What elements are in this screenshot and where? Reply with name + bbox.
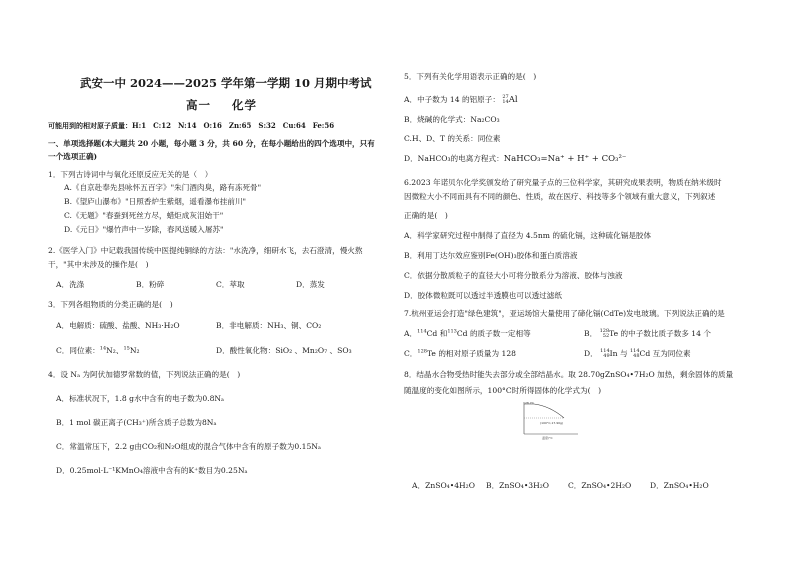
q5-option-b: B．烧碱的化学式：Na₂CO₃: [404, 115, 500, 124]
q2-option-b: B．粉碎: [136, 280, 165, 289]
q8-stem-line2: 随温度的变化如图所示，100°C时所得固体的化学式为( ): [404, 386, 602, 395]
q3-option-d: D．酸性氧化物：SiO₂ 、Mn₂O₇ 、SO₃: [216, 346, 352, 355]
q6-stem-line1: 6.2023 年诺贝尔化学奖颁发给了研究量子点的三位科学家，其研究成果表明，物质在纳米级时: [404, 178, 722, 187]
subject-label: 化学: [232, 98, 257, 112]
q5-option-c: C.H、D、T 的关系：同位素: [404, 134, 501, 143]
q5-stem: 5．下列有关化学用语表示正确的是( ): [404, 72, 537, 81]
q3-stem: 3．下列各组物质的分类正确的是( ): [48, 300, 173, 309]
q6-option-d: D．胶体微粒既可以透过半透膜也可以透过滤纸: [404, 291, 562, 300]
q1-option-a: A.《自京赴奉先县咏怀五百字》"朱门酒肉臭，路有冻死骨": [64, 183, 262, 192]
q8-option-b: B．ZnSO₄•3H₂O: [486, 481, 550, 490]
q8-stem-line1: 8．结晶水合物受热时能失去部分或全部结晶水。取 28.70gZnSO₄•7H₂O 加热，剩余固体的质量: [404, 370, 734, 379]
q7-option-c: C．$^{128}$Te 的相对原子质量为 128: [404, 348, 516, 358]
q6-stem-line2: 因微粒大小不同而具有不同的颜色、性质，故在医疗、科技等多个领域有重大意义，下列叙述: [404, 192, 716, 201]
q4-option-d: D．0.25mol·L⁻¹KMnO₄溶液中含有的K⁺数目为0.25Nₐ: [56, 466, 248, 475]
graph-curve: [524, 404, 564, 418]
q7-option-b: B． 128 52 Te 的中子数比质子数多 14 个: [584, 328, 711, 339]
graph-point-label: (100°C,17.90g): [540, 421, 564, 425]
q2-stem-line1: 2.《医学入门》中记载我国传统中医提纯铜绿的方法："水洗净，细研水飞，去石澄清，慢火熬: [48, 246, 363, 255]
q7-option-a: A．$^{114}$Cd 和$^{113}$Cd 的质子数一定相等: [404, 328, 531, 338]
q1-option-d: D.《元日》"爆竹声中一岁除，春风送暖入屠苏": [64, 225, 224, 234]
q4-option-c: C．常温常压下，2.2 g由CO₂和N₂O组成的混合气体中含有的原子数为0.15Nₐ: [56, 442, 321, 451]
graph-x-label: 温度/°C: [542, 436, 553, 440]
graph-y-top-label: 28.70: [525, 401, 534, 405]
q5-option-a: A．中子数为 14 的铝原子： 27 14 Al: [404, 94, 518, 105]
q4-stem: 4．设 Nₐ 为阿伏加德罗常数的值，下列说法正确的是( ): [48, 370, 241, 379]
q2-option-c: C．萃取: [216, 280, 245, 289]
q3-option-c: C．同位素：$^{14}$N₂、$^{15}$N₂: [56, 345, 140, 355]
q6-option-c: C．依据分散质粒子的直径大小可将分散系分为溶液、胶体与浊液: [404, 271, 623, 280]
grade-label: 高一: [186, 98, 211, 112]
exam-title: 武安一中 2024——2025 学年第一学期 10 月期中考试: [80, 76, 372, 90]
q1-stem: 1．下列古诗词中与氧化还原反应无关的是（ ）: [48, 170, 213, 179]
q1-option-c: C.《无题》"春蚕到死丝方尽，蜡炬成灰泪始干": [64, 211, 224, 220]
q4-option-b: B．1 mol 碳正离子(CH₃⁺)所含质子总数为8Nₐ: [56, 418, 217, 427]
q6-stem-line3: 正确的是( ): [404, 211, 448, 220]
q2-option-a: A．洗涤: [56, 280, 85, 289]
mass-temperature-graph: [520, 400, 580, 440]
q2-stem-line2: 干，"其中未涉及的操作是( ): [48, 260, 149, 269]
q3-option-a: A．电解质：硫酸、盐酸、NH₃·H₂O: [56, 321, 180, 330]
q1-option-b: B.《望庐山瀑布》"日照香炉生紫烟，遥看瀑布挂前川": [64, 197, 247, 206]
section-heading-line2: 一个选项正确): [48, 152, 98, 161]
q5-option-d: D．NaHCO₃的电离方程式：NaHCO₃=Na⁺ + H⁺ + CO₃²⁻: [404, 154, 627, 164]
q8-option-d: D．ZnSO₄•H₂O: [650, 481, 709, 490]
q7-stem: 7.杭州亚运会打造"绿色建筑"，亚运场馆大量使用了碲化镉(CdTe)发电玻璃。下列说法正确的是: [404, 309, 725, 318]
atomic-masses: 可能用到的相对原子质量：H:1 C:12 N:14 O:16 Zn:65 S:32 Cu:64 Fe:56: [48, 121, 335, 130]
q4-option-a: A．标准状况下，1.8 g水中含有的电子数为0.8Nₐ: [56, 394, 224, 403]
q7-option-d: D． 114 49 In 与 114 48 Cd 互为同位素: [584, 348, 691, 359]
q6-option-a: A．科学家研究过程中制得了直径为 4.5nm 的硫化镉，这种硫化镉是胶体: [404, 231, 652, 240]
q6-option-b: B．利用丁达尔效应鉴别Fe(OH)₃胶体和蛋白质溶液: [404, 251, 578, 260]
q2-option-d: D．蒸发: [296, 280, 325, 289]
q8-option-a: A．ZnSO₄•4H₂O: [412, 481, 475, 490]
section-heading-line1: 一、单项选择题(本大题共 20 小题，每小题 3 分，共 60 分，在每小题给出的四个选项中，只有: [48, 139, 375, 148]
q3-option-b: B．非电解质：NH₃、铜、CO₂: [216, 321, 322, 330]
q8-option-c: C．ZnSO₄•2H₂O: [568, 481, 632, 490]
